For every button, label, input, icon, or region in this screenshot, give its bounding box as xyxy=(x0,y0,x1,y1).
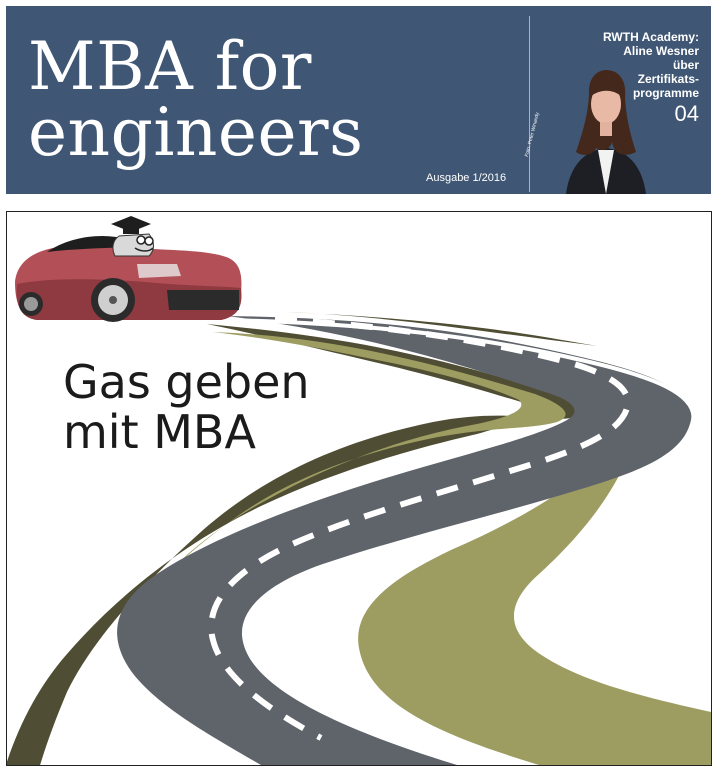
teaser-line-5: programme xyxy=(632,86,699,100)
headline-line-1: Gas geben xyxy=(63,355,310,409)
masthead-line-2: engineers xyxy=(28,94,364,171)
magazine-header xyxy=(6,6,711,194)
teaser-line-4: Zertifikats- xyxy=(637,72,699,86)
cover-illustration xyxy=(7,212,711,765)
masthead-line-1: MBA for xyxy=(28,28,312,105)
page-number: 04 xyxy=(674,101,699,126)
portrait-photo xyxy=(546,68,666,194)
teaser-line-3: über xyxy=(672,58,699,72)
teaser-line-2: Aline Wesner xyxy=(623,44,699,58)
graduation-cap-icon xyxy=(111,216,151,234)
convertible-car-icon xyxy=(15,234,241,322)
headline-line-2: mit MBA xyxy=(63,405,256,459)
cover-illustration-panel xyxy=(6,211,712,766)
header-divider xyxy=(529,16,530,192)
magazine-masthead xyxy=(28,28,364,171)
photo-credit: Foto: Peter Winandy xyxy=(524,111,541,158)
teaser-line-1: RWTH Academy: xyxy=(602,30,699,44)
cover-headline xyxy=(63,357,310,457)
issue-label: Ausgabe 1/2016 xyxy=(426,172,507,184)
